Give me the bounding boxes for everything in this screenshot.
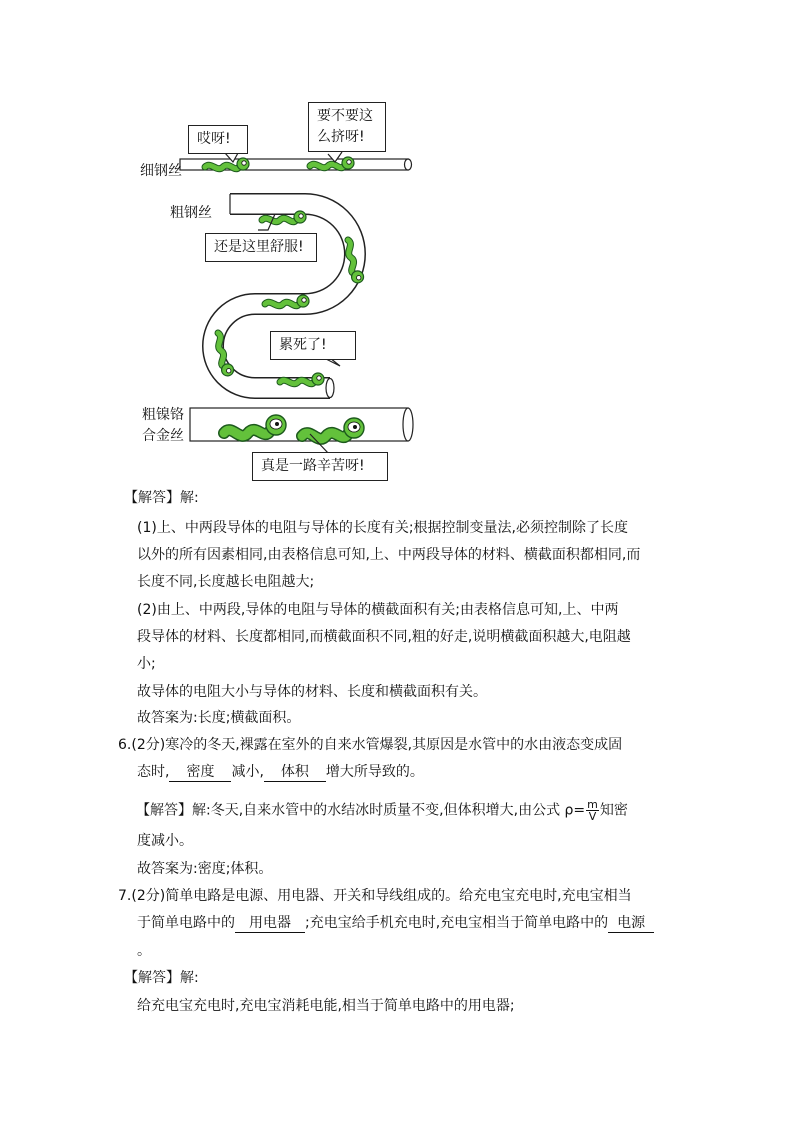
label-thin-steel-wire: 细钢丝: [140, 163, 182, 179]
q6-stem-text-c: 增大所导致的。: [325, 764, 424, 780]
density-formula-fraction: [586, 799, 599, 822]
q5-answer-heading: 【解答】解:: [124, 490, 199, 506]
q6-stem-text-b: 减小,: [231, 764, 264, 780]
q6-answer-line2: 度减小。: [137, 833, 193, 849]
q7-blank-1: 用电器: [235, 914, 305, 933]
q7-answer-line1: 给充电宝充电时,充电宝消耗电能,相当于简单电路中的用电器;: [137, 998, 515, 1014]
q7-answer-heading: 【解答】解:: [124, 970, 199, 986]
q6-stem-line2: [137, 762, 424, 782]
q5-answer-p1-line2: 以外的所有因素相同,由表格信息可知,上、中两段导体的材料、横截面积都相同,而: [137, 547, 641, 563]
q6-answer-text-a: 【解答】解:冬天,自来水管中的水结冰时质量不变,但体积增大,由公式 ρ=: [136, 802, 586, 819]
q6-stem-line1: 6.(2分)寒冷的冬天,裸露在室外的自来水管爆裂,其原因是水管中的水由液态变成固: [118, 737, 623, 753]
q6-answer-line1: [136, 799, 628, 822]
q7-stem-text-a: 于简单电路中的: [137, 915, 235, 931]
q5-answer-p1-line1: (1)上、中两段导体的电阻与导体的长度有关;根据控制变量法,必须控制除了长度: [137, 520, 628, 536]
speech-bubble-tired: 累死了!: [270, 331, 356, 360]
q7-stem-line1: 7.(2分)简单电路是电源、用电器、开关和导线组成的。给充电宝充电时,充电宝相当: [118, 888, 632, 904]
q6-blank-2: 体积: [264, 763, 326, 782]
q5-answer-p2-line2: 段导体的材料、长度都相同,而横截面积不同,粗的好走,说明横截面积越大,电阻越: [137, 629, 631, 645]
q5-answer-final: 故答案为:长度;横截面积。: [137, 710, 301, 726]
q5-answer-p2-line1: (2)由上、中两段,导体的电阻与导体的横截面积有关;由表格信息可知,上、中两: [137, 602, 619, 618]
q5-answer-p2-line3: 小;: [137, 656, 156, 672]
fraction-numerator: m: [587, 798, 598, 811]
speech-bubble-crowded: [308, 102, 386, 152]
q7-stem-line3: 。: [137, 943, 151, 959]
q6-answer-text-b: 知密: [599, 802, 628, 819]
q7-blank-2: 电源: [608, 914, 654, 933]
speech-bubble-comfortable: 还是这里舒服!: [205, 233, 317, 262]
q7-stem-line2: [137, 913, 654, 933]
label-nichrome-wire-line1: 粗镍铬: [142, 407, 184, 423]
q7-stem-text-b: ;充电宝给手机充电时,充电宝相当于简单电路中的: [305, 915, 609, 931]
q5-answer-conclusion: 故导体的电阻大小与导体的材料、长度和横截面积有关。: [137, 684, 487, 700]
speech-bubble-crowded-line1: 要不要这: [317, 108, 373, 124]
speech-bubble-crowded-line2: 么挤呀!: [317, 129, 365, 145]
speech-bubble-ouch: 哎呀!: [188, 125, 248, 154]
speech-bubble-hard-road: 真是一路辛苦呀!: [252, 452, 388, 481]
q5-answer-p1-line3: 长度不同,长度越长电阻越大;: [137, 574, 315, 590]
q6-blank-1: 密度: [169, 763, 231, 782]
q6-stem-text-a: 态时,: [137, 764, 170, 780]
label-nichrome-wire-line2: 合金丝: [142, 428, 184, 444]
resistance-worm-figure: [130, 90, 430, 485]
fraction-denominator: V: [588, 810, 597, 823]
label-thick-steel-wire: 粗钢丝: [170, 205, 212, 221]
worm-icon: [280, 373, 324, 385]
q6-answer-final: 故答案为:密度;体积。: [137, 861, 273, 877]
thick-steel-wire: [213, 194, 355, 398]
